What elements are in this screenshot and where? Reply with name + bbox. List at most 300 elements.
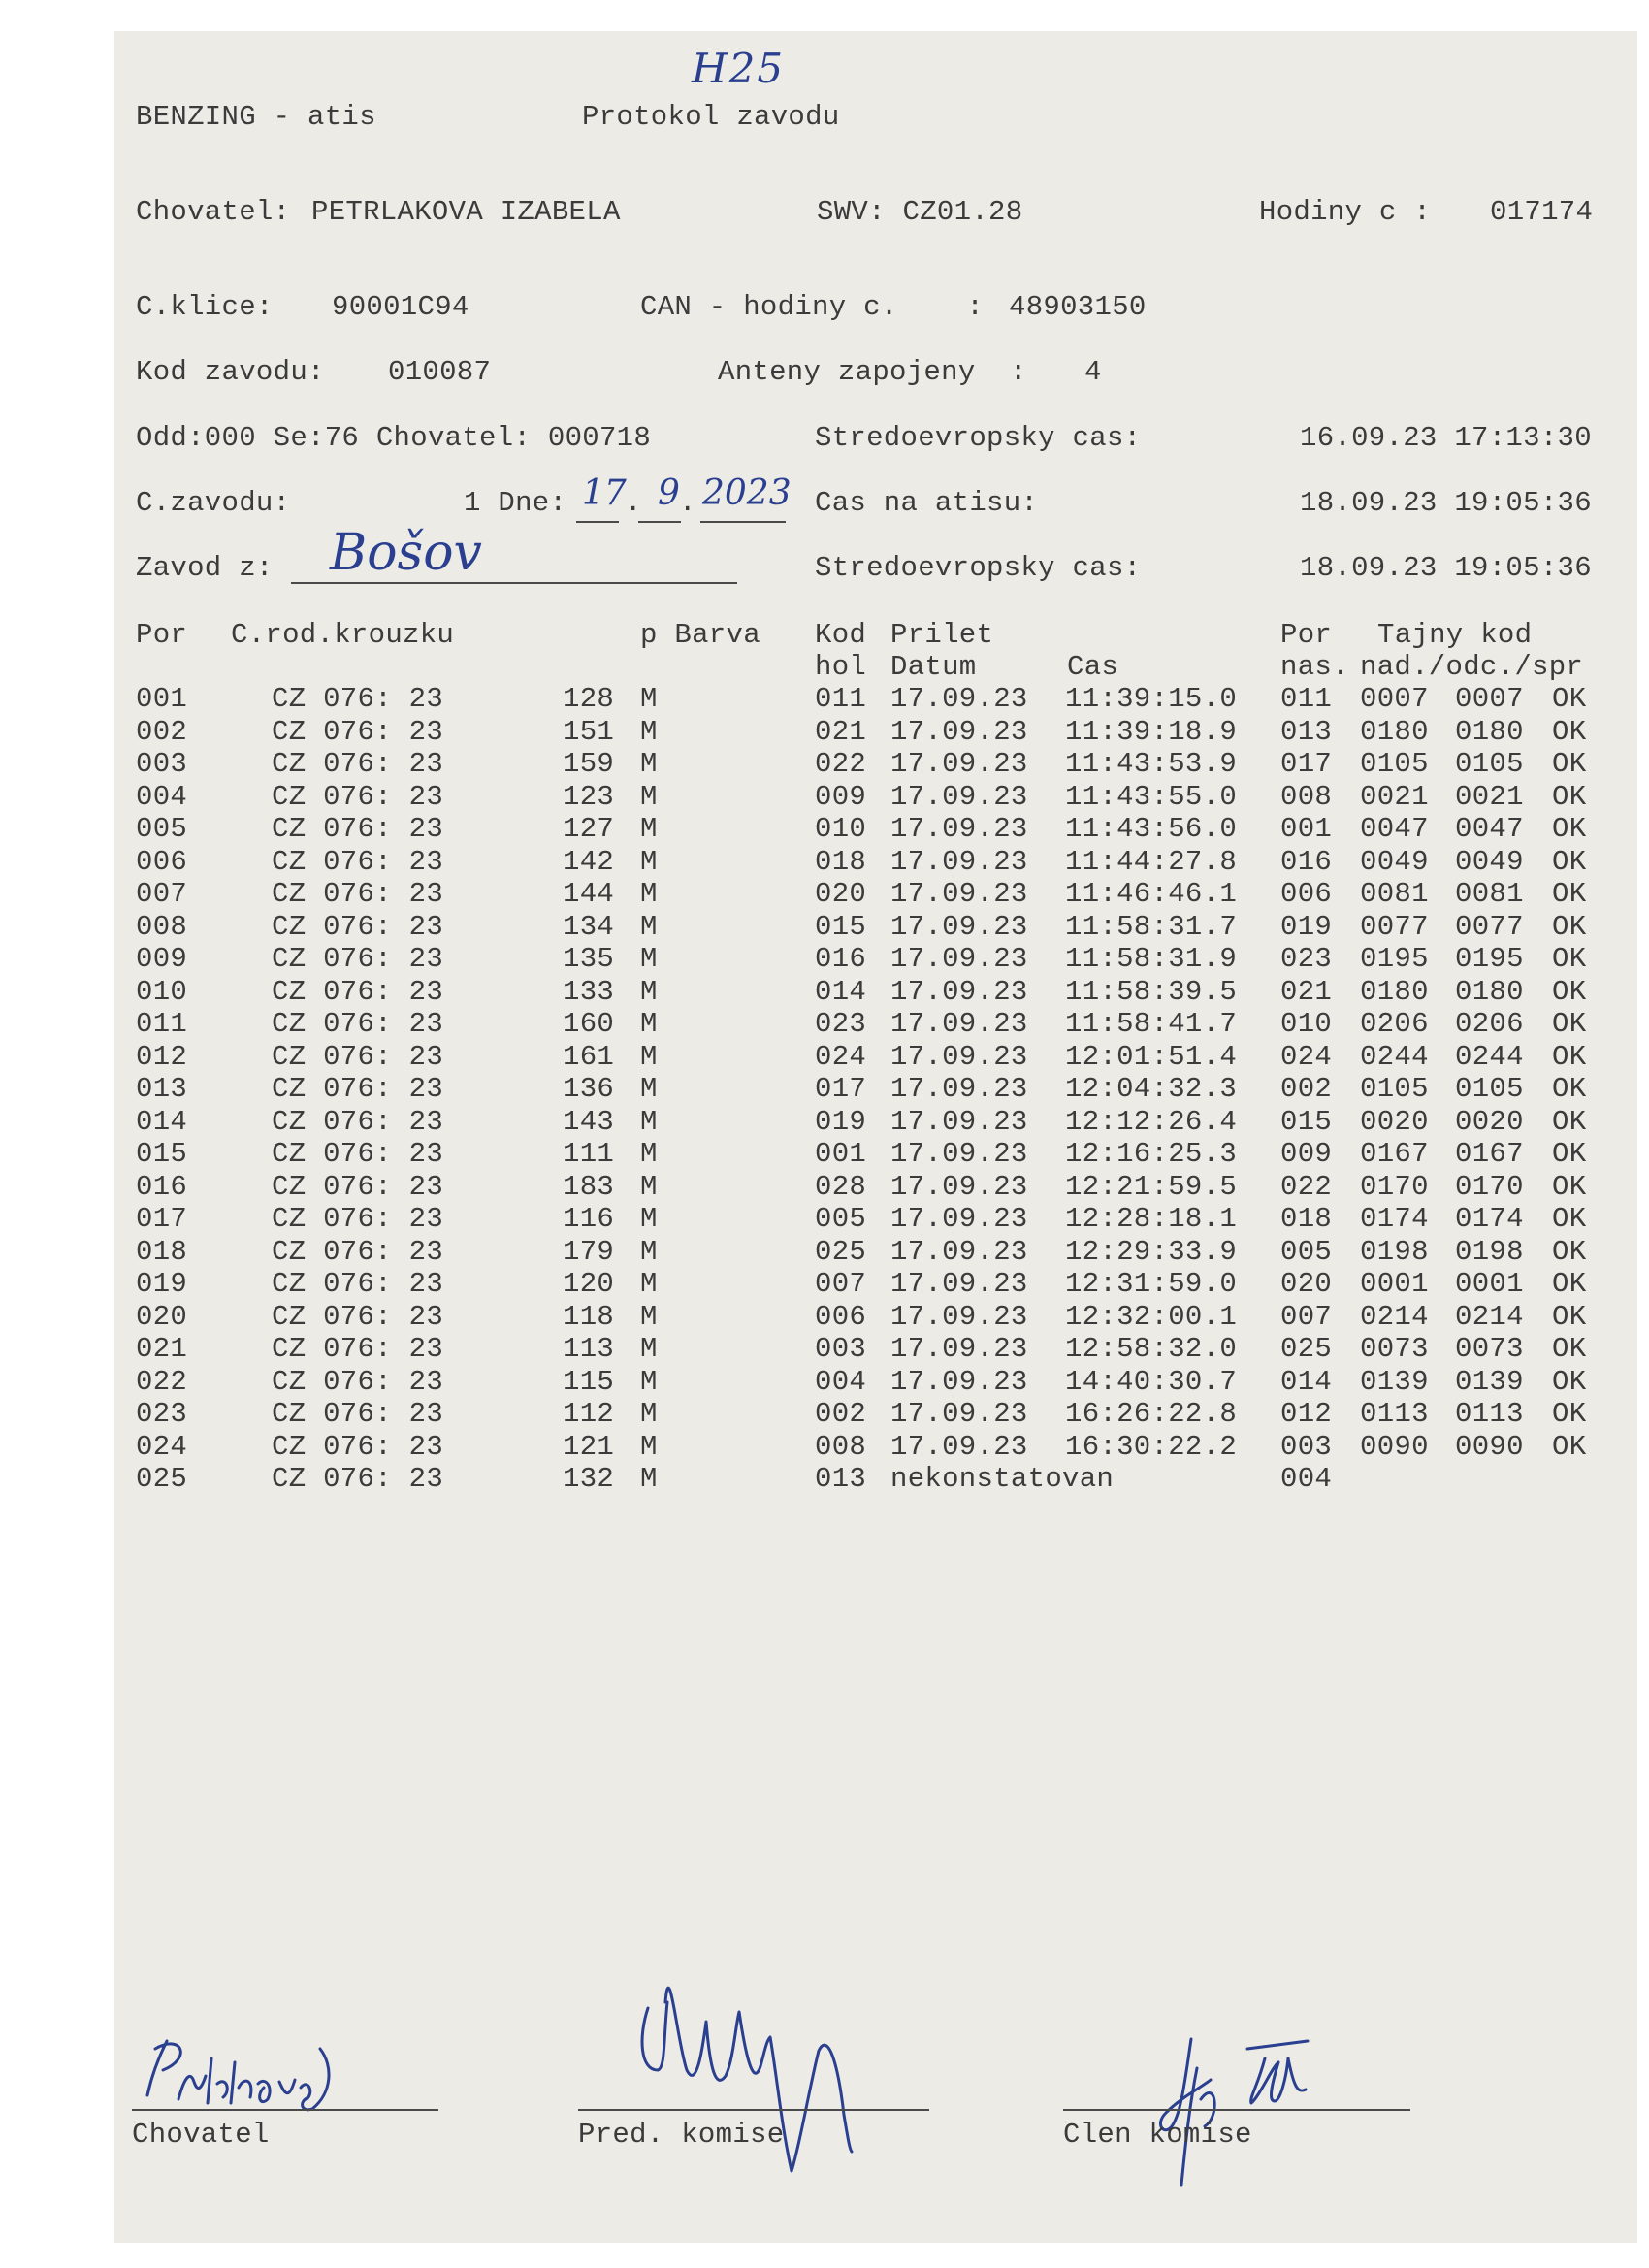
cell-por: 013 xyxy=(136,1073,188,1105)
cell-por: 022 xyxy=(136,1365,188,1398)
cell-odc: 0195 xyxy=(1455,943,1524,975)
cell-time: 12:31:59.0 xyxy=(1065,1268,1238,1300)
cell-date: 17.09.23 xyxy=(890,813,1028,845)
cell-por-nas: 009 xyxy=(1280,1138,1333,1170)
date-dot-2: . xyxy=(679,487,696,519)
col-subheader-hol: hol xyxy=(815,651,867,683)
cell-spr: OK xyxy=(1552,975,1587,1008)
cell-sex: M xyxy=(640,1365,658,1398)
cell-kod: 023 xyxy=(815,1008,867,1040)
cell-por-nas: 016 xyxy=(1280,845,1333,878)
cell-date: 17.09.23 xyxy=(890,1073,1028,1105)
cell-por: 018 xyxy=(136,1235,188,1268)
cell-sex: M xyxy=(640,1008,658,1040)
cell-date: 17.09.23 xyxy=(890,878,1028,910)
cell-ring-number: 135 xyxy=(563,943,615,975)
cell-nad: 0214 xyxy=(1360,1300,1429,1333)
cell-time: 16:26:22.8 xyxy=(1065,1398,1238,1430)
cell-ring: CZ 076: 23 xyxy=(272,1138,444,1170)
race-date-year: 2023 xyxy=(702,473,792,513)
cell-time: 11:58:41.7 xyxy=(1065,1008,1238,1040)
cell-odc: 0049 xyxy=(1455,845,1524,878)
cell-nad: 0198 xyxy=(1360,1235,1429,1268)
cell-time: 11:58:39.5 xyxy=(1065,975,1238,1008)
cell-sex: M xyxy=(640,683,658,715)
cell-por: 005 xyxy=(136,813,188,845)
cell-sex: M xyxy=(640,1105,658,1138)
cell-por: 021 xyxy=(136,1333,188,1365)
cell-odc: 0047 xyxy=(1455,813,1524,845)
cell-por: 012 xyxy=(136,1040,188,1073)
clock-number: 017174 xyxy=(1490,196,1594,228)
cell-por: 001 xyxy=(136,683,188,715)
cell-date: 17.09.23 xyxy=(890,1398,1028,1430)
cell-spr: OK xyxy=(1552,1008,1587,1040)
page-title: Protokol zavodu xyxy=(582,101,840,133)
cell-time: 12:16:25.3 xyxy=(1065,1138,1238,1170)
cell-time: 12:21:59.5 xyxy=(1065,1170,1238,1203)
cell-odc: 0167 xyxy=(1455,1138,1524,1170)
cell-por: 009 xyxy=(136,943,188,975)
key-number: 90001C94 xyxy=(332,291,469,323)
cell-spr: OK xyxy=(1552,1365,1587,1398)
cell-spr: OK xyxy=(1552,1138,1587,1170)
cell-date: 17.09.23 xyxy=(890,1268,1028,1300)
cell-kod: 002 xyxy=(815,1398,867,1430)
atis-time-value: 18.09.23 19:05:36 xyxy=(1300,487,1592,519)
swv-code: SWV: CZ01.28 xyxy=(817,196,1023,228)
cell-sex: M xyxy=(640,1268,658,1300)
date-underline-day xyxy=(576,521,619,523)
date-underline-year xyxy=(700,521,786,523)
atis-time-label: Cas na atisu: xyxy=(815,487,1039,519)
cell-spr: OK xyxy=(1552,1268,1587,1300)
cell-kod: 011 xyxy=(815,683,867,715)
cell-nad: 0113 xyxy=(1360,1398,1429,1430)
cell-spr: OK xyxy=(1552,878,1587,910)
cell-date: 17.09.23 xyxy=(890,780,1028,813)
cell-nad: 0167 xyxy=(1360,1138,1429,1170)
cell-ring-number: 143 xyxy=(563,1105,615,1138)
cell-odc: 0020 xyxy=(1455,1105,1524,1138)
cell-spr: OK xyxy=(1552,1398,1587,1430)
cell-kod: 014 xyxy=(815,975,867,1008)
results-table xyxy=(136,683,1630,1498)
cell-date: 17.09.23 xyxy=(890,748,1028,780)
cell-date: 17.09.23 xyxy=(890,975,1028,1008)
cell-date: 17.09.23 xyxy=(890,1430,1028,1463)
cell-date: 17.09.23 xyxy=(890,943,1028,975)
cell-time: 11:43:53.9 xyxy=(1065,748,1238,780)
cell-ring: CZ 076: 23 xyxy=(272,1008,444,1040)
cell-nad: 0007 xyxy=(1360,683,1429,715)
cell-sex: M xyxy=(640,813,658,845)
cell-ring: CZ 076: 23 xyxy=(272,975,444,1008)
cell-por: 017 xyxy=(136,1203,188,1235)
cell-time: 11:39:18.9 xyxy=(1065,715,1238,748)
cell-kod: 028 xyxy=(815,1170,867,1203)
cell-por: 014 xyxy=(136,1105,188,1138)
antennas-count: 4 xyxy=(1084,356,1102,388)
cet-label: Stredoevropsky cas: xyxy=(815,422,1142,454)
cell-ring-number: 112 xyxy=(563,1398,615,1430)
cell-kod: 020 xyxy=(815,878,867,910)
cell-spr: OK xyxy=(1552,1073,1587,1105)
cell-kod: 018 xyxy=(815,845,867,878)
cell-date: 17.09.23 xyxy=(890,1040,1028,1073)
cell-sex: M xyxy=(640,1430,658,1463)
cell-kod: 010 xyxy=(815,813,867,845)
cell-ring: CZ 076: 23 xyxy=(272,683,444,715)
protocol-sheet xyxy=(114,31,1637,2243)
cell-time: 12:29:33.9 xyxy=(1065,1235,1238,1268)
col-header-ring: C.rod.krouzku xyxy=(231,619,455,651)
cell-por-nas: 014 xyxy=(1280,1365,1333,1398)
cell-date: 17.09.23 xyxy=(890,683,1028,715)
cell-por-nas: 013 xyxy=(1280,715,1333,748)
cell-kod: 015 xyxy=(815,910,867,943)
cell-time: 14:40:30.7 xyxy=(1065,1365,1238,1398)
cell-date: 17.09.23 xyxy=(890,715,1028,748)
cell-spr: OK xyxy=(1552,943,1587,975)
cell-ring-number: 144 xyxy=(563,878,615,910)
cell-sex: M xyxy=(640,975,658,1008)
cell-por: 024 xyxy=(136,1430,188,1463)
cell-nad: 0139 xyxy=(1360,1365,1429,1398)
cell-kod: 025 xyxy=(815,1235,867,1268)
cell-sex: M xyxy=(640,1235,658,1268)
cell-date: 17.09.23 xyxy=(890,1333,1028,1365)
cell-date: 17.09.23 xyxy=(890,1170,1028,1203)
cell-odc: 0090 xyxy=(1455,1430,1524,1463)
cell-time: 11:43:55.0 xyxy=(1065,780,1238,813)
cell-sex: M xyxy=(640,1073,658,1105)
cell-nad: 0180 xyxy=(1360,715,1429,748)
cell-spr: OK xyxy=(1552,715,1587,748)
cell-odc: 0007 xyxy=(1455,683,1524,715)
key-label: C.klice: xyxy=(136,291,274,323)
cell-nad: 0195 xyxy=(1360,943,1429,975)
cell-nad: 0105 xyxy=(1360,748,1429,780)
cell-kod: 019 xyxy=(815,1105,867,1138)
col-header-por-nas: Por xyxy=(1280,619,1333,651)
cell-por: 023 xyxy=(136,1398,188,1430)
cell-ring: CZ 076: 23 xyxy=(272,943,444,975)
cell-por-nas: 019 xyxy=(1280,910,1333,943)
cet-value: 16.09.23 17:13:30 xyxy=(1300,422,1592,454)
cell-ring-number: 116 xyxy=(563,1203,615,1235)
cell-spr: OK xyxy=(1552,1430,1587,1463)
cell-por-nas: 017 xyxy=(1280,748,1333,780)
race-code-label: Kod zavodu: xyxy=(136,356,325,388)
signature-label-pred: Pred. komise xyxy=(578,2119,785,2151)
cell-por-nas: 004 xyxy=(1280,1463,1333,1495)
cell-ring: CZ 076: 23 xyxy=(272,1430,444,1463)
cell-ring-number: 133 xyxy=(563,975,615,1008)
cell-ring: CZ 076: 23 xyxy=(272,780,444,813)
cell-odc: 0073 xyxy=(1455,1333,1524,1365)
col-header-kod: Kod xyxy=(815,619,867,651)
cell-spr: OK xyxy=(1552,845,1587,878)
cell-date: 17.09.23 xyxy=(890,845,1028,878)
race-date-month: 9 xyxy=(658,473,680,513)
system-name: BENZING - atis xyxy=(136,101,376,133)
col-subheader-nas: nas. xyxy=(1280,651,1349,683)
cell-ring: CZ 076: 23 xyxy=(272,1170,444,1203)
cell-nad: 0049 xyxy=(1360,845,1429,878)
signature-line-clen xyxy=(1063,2109,1410,2111)
cell-odc: 0180 xyxy=(1455,975,1524,1008)
cell-por: 016 xyxy=(136,1170,188,1203)
handwritten-top-mark: H25 xyxy=(692,45,786,92)
cell-kod: 021 xyxy=(815,715,867,748)
cell-por-nas: 008 xyxy=(1280,780,1333,813)
date-underline-month xyxy=(638,521,681,523)
cell-ring: CZ 076: 23 xyxy=(272,1203,444,1235)
cell-odc: 0198 xyxy=(1455,1235,1524,1268)
cell-spr: OK xyxy=(1552,1105,1587,1138)
cell-ring-number: 123 xyxy=(563,780,615,813)
cell-spr: OK xyxy=(1552,748,1587,780)
cell-kod: 003 xyxy=(815,1333,867,1365)
cell-kod: 017 xyxy=(815,1073,867,1105)
cell-sex: M xyxy=(640,1203,658,1235)
race-from-place: Bošov xyxy=(330,524,482,582)
cell-ring: CZ 076: 23 xyxy=(272,748,444,780)
cell-odc: 0113 xyxy=(1455,1398,1524,1430)
cell-odc: 0174 xyxy=(1455,1203,1524,1235)
cell-ring: CZ 076: 23 xyxy=(272,1300,444,1333)
cell-ring: CZ 076: 23 xyxy=(272,715,444,748)
cell-ring-number: 142 xyxy=(563,845,615,878)
cell-date: 17.09.23 xyxy=(890,1138,1028,1170)
cell-odc: 0105 xyxy=(1455,1073,1524,1105)
cell-nad: 0244 xyxy=(1360,1040,1429,1073)
cell-spr: OK xyxy=(1552,1333,1587,1365)
cell-ring-number: 113 xyxy=(563,1333,615,1365)
cell-kod: 022 xyxy=(815,748,867,780)
cell-ring: CZ 076: 23 xyxy=(272,1073,444,1105)
date-dot-1: . xyxy=(625,487,642,519)
cell-por: 004 xyxy=(136,780,188,813)
cell-time: 16:30:22.2 xyxy=(1065,1430,1238,1463)
cell-ring-number: 134 xyxy=(563,910,615,943)
cell-nad: 0073 xyxy=(1360,1333,1429,1365)
cell-spr: OK xyxy=(1552,683,1587,715)
race-number-label: C.zavodu: xyxy=(136,487,291,519)
cell-por-nas: 001 xyxy=(1280,813,1333,845)
cell-odc: 0214 xyxy=(1455,1300,1524,1333)
cell-por: 020 xyxy=(136,1300,188,1333)
cell-spr: OK xyxy=(1552,813,1587,845)
cell-por-nas: 018 xyxy=(1280,1203,1333,1235)
cell-por-nas: 003 xyxy=(1280,1430,1333,1463)
cell-kod: 005 xyxy=(815,1203,867,1235)
cell-date: nekonstatovan xyxy=(890,1463,1115,1495)
cell-por-nas: 022 xyxy=(1280,1170,1333,1203)
cell-ring-number: 136 xyxy=(563,1073,615,1105)
race-code: 010087 xyxy=(388,356,492,388)
cell-time: 11:58:31.9 xyxy=(1065,943,1238,975)
cell-spr: OK xyxy=(1552,1040,1587,1073)
cell-ring: CZ 076: 23 xyxy=(272,1463,444,1495)
cell-por: 008 xyxy=(136,910,188,943)
cell-ring-number: 151 xyxy=(563,715,615,748)
cell-odc: 0021 xyxy=(1455,780,1524,813)
cell-nad: 0170 xyxy=(1360,1170,1429,1203)
cell-ring: CZ 076: 23 xyxy=(272,878,444,910)
cell-sex: M xyxy=(640,748,658,780)
cell-por-nas: 012 xyxy=(1280,1398,1333,1430)
cell-sex: M xyxy=(640,715,658,748)
cell-date: 17.09.23 xyxy=(890,1365,1028,1398)
cell-spr: OK xyxy=(1552,780,1587,813)
cell-kod: 008 xyxy=(815,1430,867,1463)
cell-nad: 0021 xyxy=(1360,780,1429,813)
cell-date: 17.09.23 xyxy=(890,1300,1028,1333)
cell-ring-number: 118 xyxy=(563,1300,615,1333)
cell-kod: 007 xyxy=(815,1268,867,1300)
cell-kod: 013 xyxy=(815,1463,867,1495)
cell-nad: 0020 xyxy=(1360,1105,1429,1138)
col-header-por: Por xyxy=(136,619,188,651)
cell-spr: OK xyxy=(1552,1170,1587,1203)
cell-sex: M xyxy=(640,1333,658,1365)
cell-kod: 016 xyxy=(815,943,867,975)
cell-nad: 0047 xyxy=(1360,813,1429,845)
col-subheader-cas: Cas xyxy=(1067,651,1119,683)
cell-nad: 0090 xyxy=(1360,1430,1429,1463)
race-from-underline xyxy=(291,582,737,584)
can-number: 48903150 xyxy=(1009,291,1147,323)
col-header-secret: Tajny kod xyxy=(1377,619,1533,651)
signature-line-chovatel xyxy=(132,2109,438,2111)
cell-odc: 0139 xyxy=(1455,1365,1524,1398)
cell-time: 12:04:32.3 xyxy=(1065,1073,1238,1105)
cell-sex: M xyxy=(640,1398,658,1430)
cell-ring: CZ 076: 23 xyxy=(272,1333,444,1365)
cell-kod: 001 xyxy=(815,1138,867,1170)
cell-ring-number: 159 xyxy=(563,748,615,780)
cell-por-nas: 002 xyxy=(1280,1073,1333,1105)
cell-date: 17.09.23 xyxy=(890,1105,1028,1138)
cell-ring: CZ 076: 23 xyxy=(272,813,444,845)
cell-spr: OK xyxy=(1552,1300,1587,1333)
cell-time: 12:12:26.4 xyxy=(1065,1105,1238,1138)
cet2-label: Stredoevropsky cas: xyxy=(815,552,1142,584)
cell-por: 019 xyxy=(136,1268,188,1300)
cell-ring-number: 111 xyxy=(563,1138,615,1170)
cell-time: 11:44:27.8 xyxy=(1065,845,1238,878)
cell-por: 015 xyxy=(136,1138,188,1170)
cell-time: 12:58:32.0 xyxy=(1065,1333,1238,1365)
col-header-prilet: Prilet xyxy=(890,619,994,651)
cell-nad: 0174 xyxy=(1360,1203,1429,1235)
cell-ring-number: 179 xyxy=(563,1235,615,1268)
cell-ring-number: 132 xyxy=(563,1463,615,1495)
cell-nad: 0077 xyxy=(1360,910,1429,943)
race-from-label: Zavod z: xyxy=(136,552,274,584)
cell-sex: M xyxy=(640,845,658,878)
col-subheader-nad-odc-spr: nad./odc./spr xyxy=(1360,651,1584,683)
cell-ring: CZ 076: 23 xyxy=(272,845,444,878)
cell-time: 11:43:56.0 xyxy=(1065,813,1238,845)
cell-kod: 024 xyxy=(815,1040,867,1073)
cell-date: 17.09.23 xyxy=(890,910,1028,943)
cell-date: 17.09.23 xyxy=(890,1008,1028,1040)
cell-time: 12:32:00.1 xyxy=(1065,1300,1238,1333)
cell-ring-number: 160 xyxy=(563,1008,615,1040)
cell-kod: 004 xyxy=(815,1365,867,1398)
breeder-label: Chovatel: xyxy=(136,196,291,228)
cell-por-nas: 011 xyxy=(1280,683,1333,715)
cell-sex: M xyxy=(640,943,658,975)
race-date-day: 17 xyxy=(582,473,627,513)
clock-label: Hodiny c : xyxy=(1259,196,1432,228)
signature-line-pred xyxy=(578,2109,929,2111)
col-subheader-datum: Datum xyxy=(890,651,977,683)
breeder-name: PETRLAKOVA IZABELA xyxy=(311,196,621,228)
cell-ring-number: 127 xyxy=(563,813,615,845)
cell-ring-number: 183 xyxy=(563,1170,615,1203)
cell-ring: CZ 076: 23 xyxy=(272,1235,444,1268)
cell-sex: M xyxy=(640,1040,658,1073)
cell-ring-number: 128 xyxy=(563,683,615,715)
cell-por: 025 xyxy=(136,1463,188,1495)
cell-odc: 0170 xyxy=(1455,1170,1524,1203)
cell-odc: 0081 xyxy=(1455,878,1524,910)
cell-sex: M xyxy=(640,910,658,943)
cell-date: 17.09.23 xyxy=(890,1203,1028,1235)
cell-ring: CZ 076: 23 xyxy=(272,1398,444,1430)
cell-por: 003 xyxy=(136,748,188,780)
signature-label-clen: Clen komise xyxy=(1063,2119,1252,2151)
cell-odc: 0077 xyxy=(1455,910,1524,943)
cell-ring: CZ 076: 23 xyxy=(272,1365,444,1398)
cet2-value: 18.09.23 19:05:36 xyxy=(1300,552,1592,584)
cell-time: 11:58:31.7 xyxy=(1065,910,1238,943)
can-label: CAN - hodiny c. : xyxy=(640,291,985,323)
cell-sex: M xyxy=(640,780,658,813)
cell-nad: 0180 xyxy=(1360,975,1429,1008)
cell-time: 12:01:51.4 xyxy=(1065,1040,1238,1073)
cell-por-nas: 005 xyxy=(1280,1235,1333,1268)
cell-nad: 0001 xyxy=(1360,1268,1429,1300)
cell-kod: 006 xyxy=(815,1300,867,1333)
cell-ring-number: 121 xyxy=(563,1430,615,1463)
cell-date: 17.09.23 xyxy=(890,1235,1028,1268)
cell-sex: M xyxy=(640,878,658,910)
cell-por-nas: 023 xyxy=(1280,943,1333,975)
cell-ring: CZ 076: 23 xyxy=(272,910,444,943)
cell-por: 011 xyxy=(136,1008,188,1040)
cell-por: 002 xyxy=(136,715,188,748)
cell-ring: CZ 076: 23 xyxy=(272,1040,444,1073)
cell-por-nas: 015 xyxy=(1280,1105,1333,1138)
cell-ring: CZ 076: 23 xyxy=(272,1268,444,1300)
cell-nad: 0206 xyxy=(1360,1008,1429,1040)
cell-spr: OK xyxy=(1552,910,1587,943)
breeder-line: Odd:000 Se:76 Chovatel: 000718 xyxy=(136,422,652,454)
cell-nad: 0105 xyxy=(1360,1073,1429,1105)
cell-por: 006 xyxy=(136,845,188,878)
cell-sex: M xyxy=(640,1300,658,1333)
cell-odc: 0244 xyxy=(1455,1040,1524,1073)
antennas-label: Anteny zapojeny : xyxy=(718,356,1027,388)
signature-label-chovatel: Chovatel xyxy=(132,2119,270,2151)
cell-por-nas: 025 xyxy=(1280,1333,1333,1365)
col-header-sex-color: p Barva xyxy=(640,619,760,651)
